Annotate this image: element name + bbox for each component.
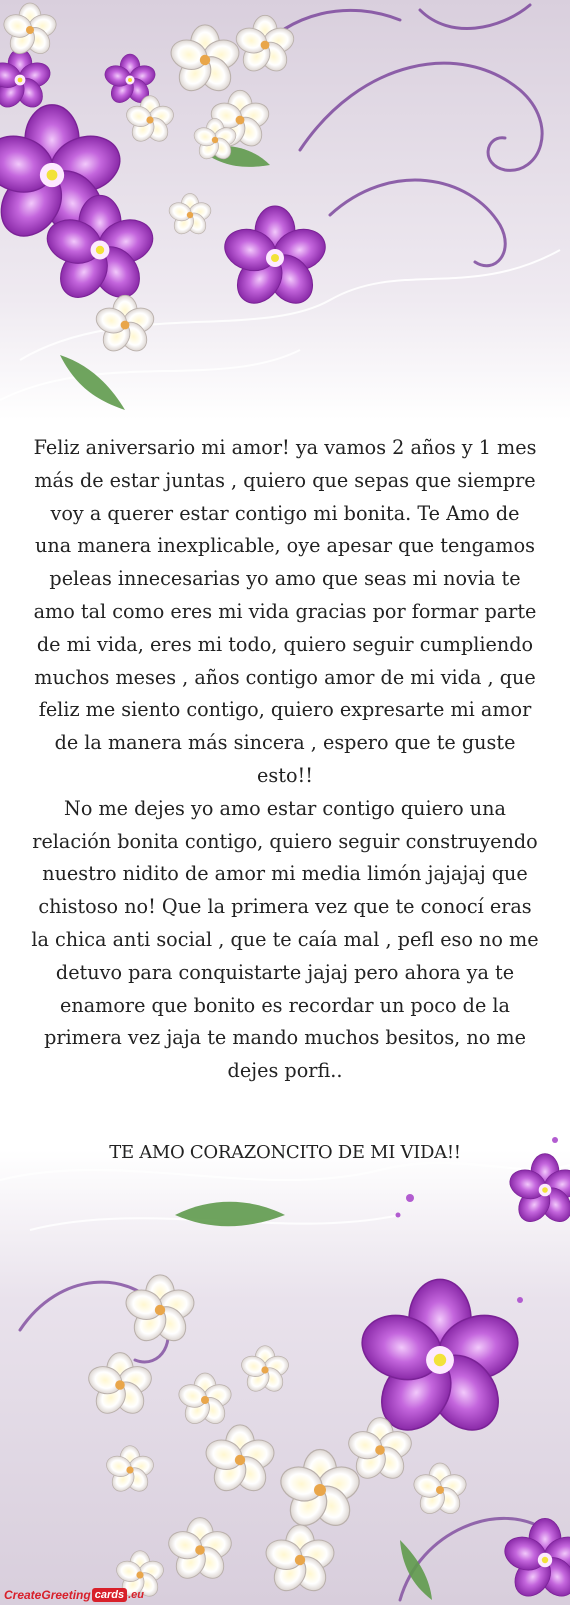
logo-main-text: CreateGreeting [4, 1588, 91, 1602]
brand-logo[interactable] [4, 1584, 144, 1602]
greeting-message: Feliz aniversario mi amor! ya vamos 2 años y 1 mes más de estar juntas , quiero que sepas que siempre voy a querer estar contigo mi bonita. Te Amo de una manera inexplicable, oye apesar que tengamos peleas innecesarias yo amo que seas mi novia te amo tal como eres mi vida gracias por formar parte de mi vida, eres mi todo, quiero seguir cumpliendo muchos meses , años contigo amor de mi vida , que feliz me siento contigo, quiero expresarte mi amor de la manera más sincera , espero que te guste esto!! No me dejes yo amo estar contigo quiero una relación bonita contigo, quiero seguir construyendo nuestro nidito de amor mi media limón jajajaj que chistoso no! Que la primera vez que te conocí eras la chica anti social , que te caía mal , pefl eso no me detuvo para conquistarte jajaj pero ahora ya te enamore que bonito es recordar un poco de la primera vez jaja te mando muchos besitos, no me dejes porfi.. [31, 436, 539, 1083]
logo-tag-text: cards [92, 1588, 127, 1602]
logo-tld-text: .eu [128, 1589, 144, 1601]
greeting-closing: TE AMO CORAZONCITO DE MI VIDA!! [109, 1142, 461, 1163]
